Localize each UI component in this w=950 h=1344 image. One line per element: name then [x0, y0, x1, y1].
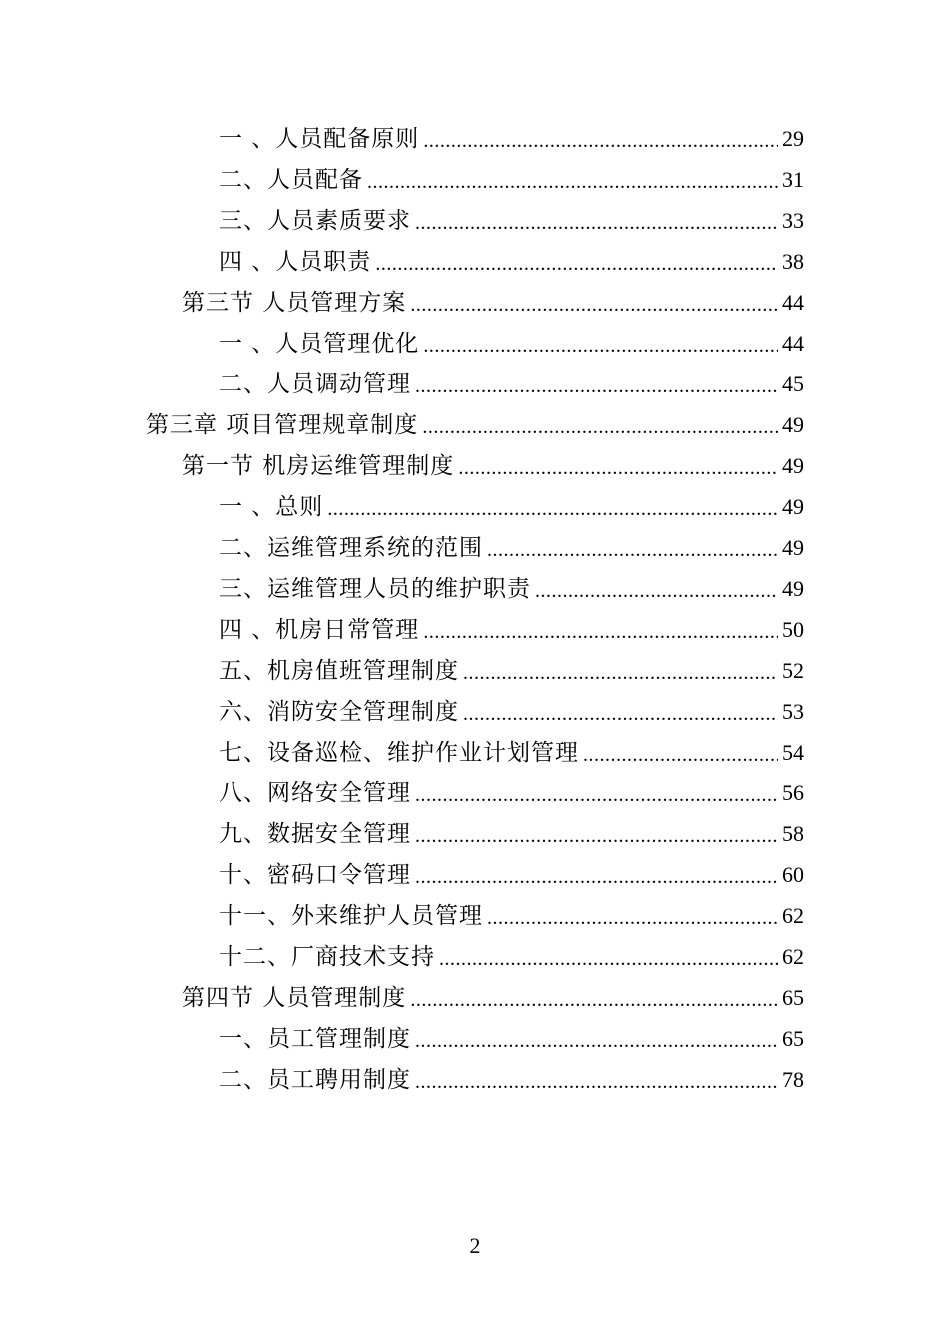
- toc-entry-title: 二、人员配备: [219, 166, 363, 193]
- toc-dot-leader: [487, 905, 778, 931]
- toc-dot-leader: [327, 496, 778, 522]
- toc-entry[interactable]: [219, 856, 804, 890]
- toc-entry[interactable]: [182, 979, 804, 1013]
- toc-entry[interactable]: [219, 325, 804, 359]
- toc-entry-title: 十一、外来维护人员管理: [219, 903, 483, 930]
- toc-entry-title: 十二、厂商技术支持: [219, 944, 435, 970]
- toc-entry-title: 二、运维管理系统的范围: [219, 535, 483, 561]
- toc-dot-leader: [458, 455, 778, 481]
- toc-dot-leader: [410, 987, 778, 1013]
- toc-entry-title: 三、运维管理人员的维护职责: [219, 575, 531, 602]
- toc-entry-title: 四 、机房日常管理: [219, 616, 420, 643]
- toc-entry[interactable]: [219, 202, 804, 236]
- toc-entry[interactable]: [219, 734, 804, 768]
- toc-dot-leader: [423, 619, 778, 645]
- toc-dot-leader: [375, 251, 778, 277]
- toc-dot-leader: [423, 128, 778, 154]
- toc-dot-leader: [415, 1028, 778, 1054]
- toc-dot-leader: [535, 578, 778, 604]
- toc-dot-leader: [410, 292, 778, 318]
- toc-entry-page: 52: [782, 657, 804, 683]
- toc-entry-title: 二、人员调动管理: [219, 371, 411, 398]
- toc-entry[interactable]: [219, 243, 804, 277]
- toc-entry-title: 五、机房值班管理制度: [219, 657, 459, 684]
- toc-entry-title: 第四节 人员管理制度: [182, 984, 407, 1011]
- toc-entry-title: 第一节 机房运维管理制度: [182, 453, 455, 480]
- toc-entry-page: 33: [782, 207, 804, 233]
- toc-entry[interactable]: [219, 897, 804, 931]
- toc-entry[interactable]: [219, 652, 804, 686]
- toc-entry[interactable]: [219, 611, 804, 645]
- toc-entry-page: 44: [782, 289, 804, 315]
- toc-entry-title: 七、设备巡检、维护作业计划管理: [219, 739, 579, 766]
- toc-entry[interactable]: [219, 1020, 804, 1054]
- toc-entry[interactable]: [182, 447, 804, 481]
- toc-entry-page: 49: [782, 575, 804, 601]
- toc-dot-leader: [415, 823, 778, 849]
- toc-entry-page: 65: [782, 984, 804, 1010]
- toc-entry-title: 四 、人员职责: [219, 248, 372, 275]
- toc-dot-leader: [367, 169, 778, 195]
- toc-entry-page: 53: [782, 698, 804, 724]
- toc-dot-leader: [415, 864, 778, 890]
- toc-entry[interactable]: [219, 774, 804, 808]
- toc-entry[interactable]: [219, 161, 804, 195]
- toc-entry[interactable]: [219, 488, 804, 522]
- toc-entry-page: 38: [782, 248, 804, 274]
- toc-dot-leader: [487, 537, 778, 563]
- toc-entry[interactable]: [182, 284, 804, 318]
- toc-entry-page: 44: [782, 330, 804, 356]
- toc-entry-title: 一、员工管理制度: [219, 1025, 411, 1052]
- toc-dot-leader: [415, 373, 778, 399]
- toc-entry[interactable]: [219, 693, 804, 727]
- toc-entry-title: 第三节 人员管理方案: [182, 289, 407, 316]
- toc-entry[interactable]: [146, 406, 804, 440]
- toc-entry[interactable]: [219, 120, 804, 154]
- toc-entry-page: 49: [782, 535, 804, 560]
- toc-entry[interactable]: [219, 938, 804, 972]
- toc-entry-title: 三、人员素质要求: [219, 207, 411, 234]
- toc-entry[interactable]: [219, 815, 804, 849]
- toc-entry-page: 50: [782, 616, 804, 642]
- toc-entry-page: 49: [782, 494, 804, 520]
- toc-entry-page: 58: [782, 821, 804, 847]
- toc-entry-title: 第三章 项目管理规章制度: [146, 412, 419, 439]
- toc-dot-leader: [415, 210, 778, 236]
- toc-entry-page: 60: [782, 862, 804, 888]
- toc-entry-page: 31: [782, 166, 804, 192]
- toc-entry-page: 54: [782, 739, 804, 765]
- toc-entry-title: 十、密码口令管理: [219, 862, 411, 889]
- toc-entry[interactable]: [219, 1061, 804, 1095]
- toc-entry-page: 29: [782, 126, 804, 151]
- toc-dot-leader: [415, 1069, 778, 1095]
- toc-entry-title: 二、员工聘用制度: [219, 1066, 411, 1093]
- toc-entry[interactable]: [219, 570, 804, 604]
- toc-entry[interactable]: [219, 529, 804, 563]
- toc-entry-page: 45: [782, 371, 804, 397]
- toc-entry-page: 78: [782, 1066, 804, 1092]
- toc-entry[interactable]: [219, 365, 804, 399]
- toc-dot-leader: [463, 660, 778, 686]
- toc-entry-page: 56: [782, 780, 804, 806]
- toc-entry-title: 八、网络安全管理: [219, 780, 411, 807]
- toc-entry-title: 一 、总则: [219, 494, 324, 521]
- toc-dot-leader: [463, 701, 778, 727]
- toc-entry-page: 62: [782, 944, 804, 969]
- toc-dot-leader: [423, 333, 778, 359]
- toc-entry-page: 49: [782, 453, 804, 479]
- toc-entry-title: 一 、人员配备原则: [219, 126, 420, 152]
- toc-dot-leader: [422, 414, 778, 440]
- toc-dot-leader: [439, 946, 778, 972]
- toc-entry-page: 49: [782, 412, 804, 438]
- toc-entry-title: 六、消防安全管理制度: [219, 698, 459, 725]
- toc-entry-page: 62: [782, 903, 804, 929]
- toc-entry-title: 九、数据安全管理: [219, 821, 411, 848]
- page-number: 2: [469, 1233, 481, 1258]
- toc-dot-leader: [415, 782, 778, 808]
- toc-entry-page: 65: [782, 1025, 804, 1051]
- toc-dot-leader: [583, 742, 778, 768]
- toc-entry-title: 一 、人员管理优化: [219, 330, 420, 357]
